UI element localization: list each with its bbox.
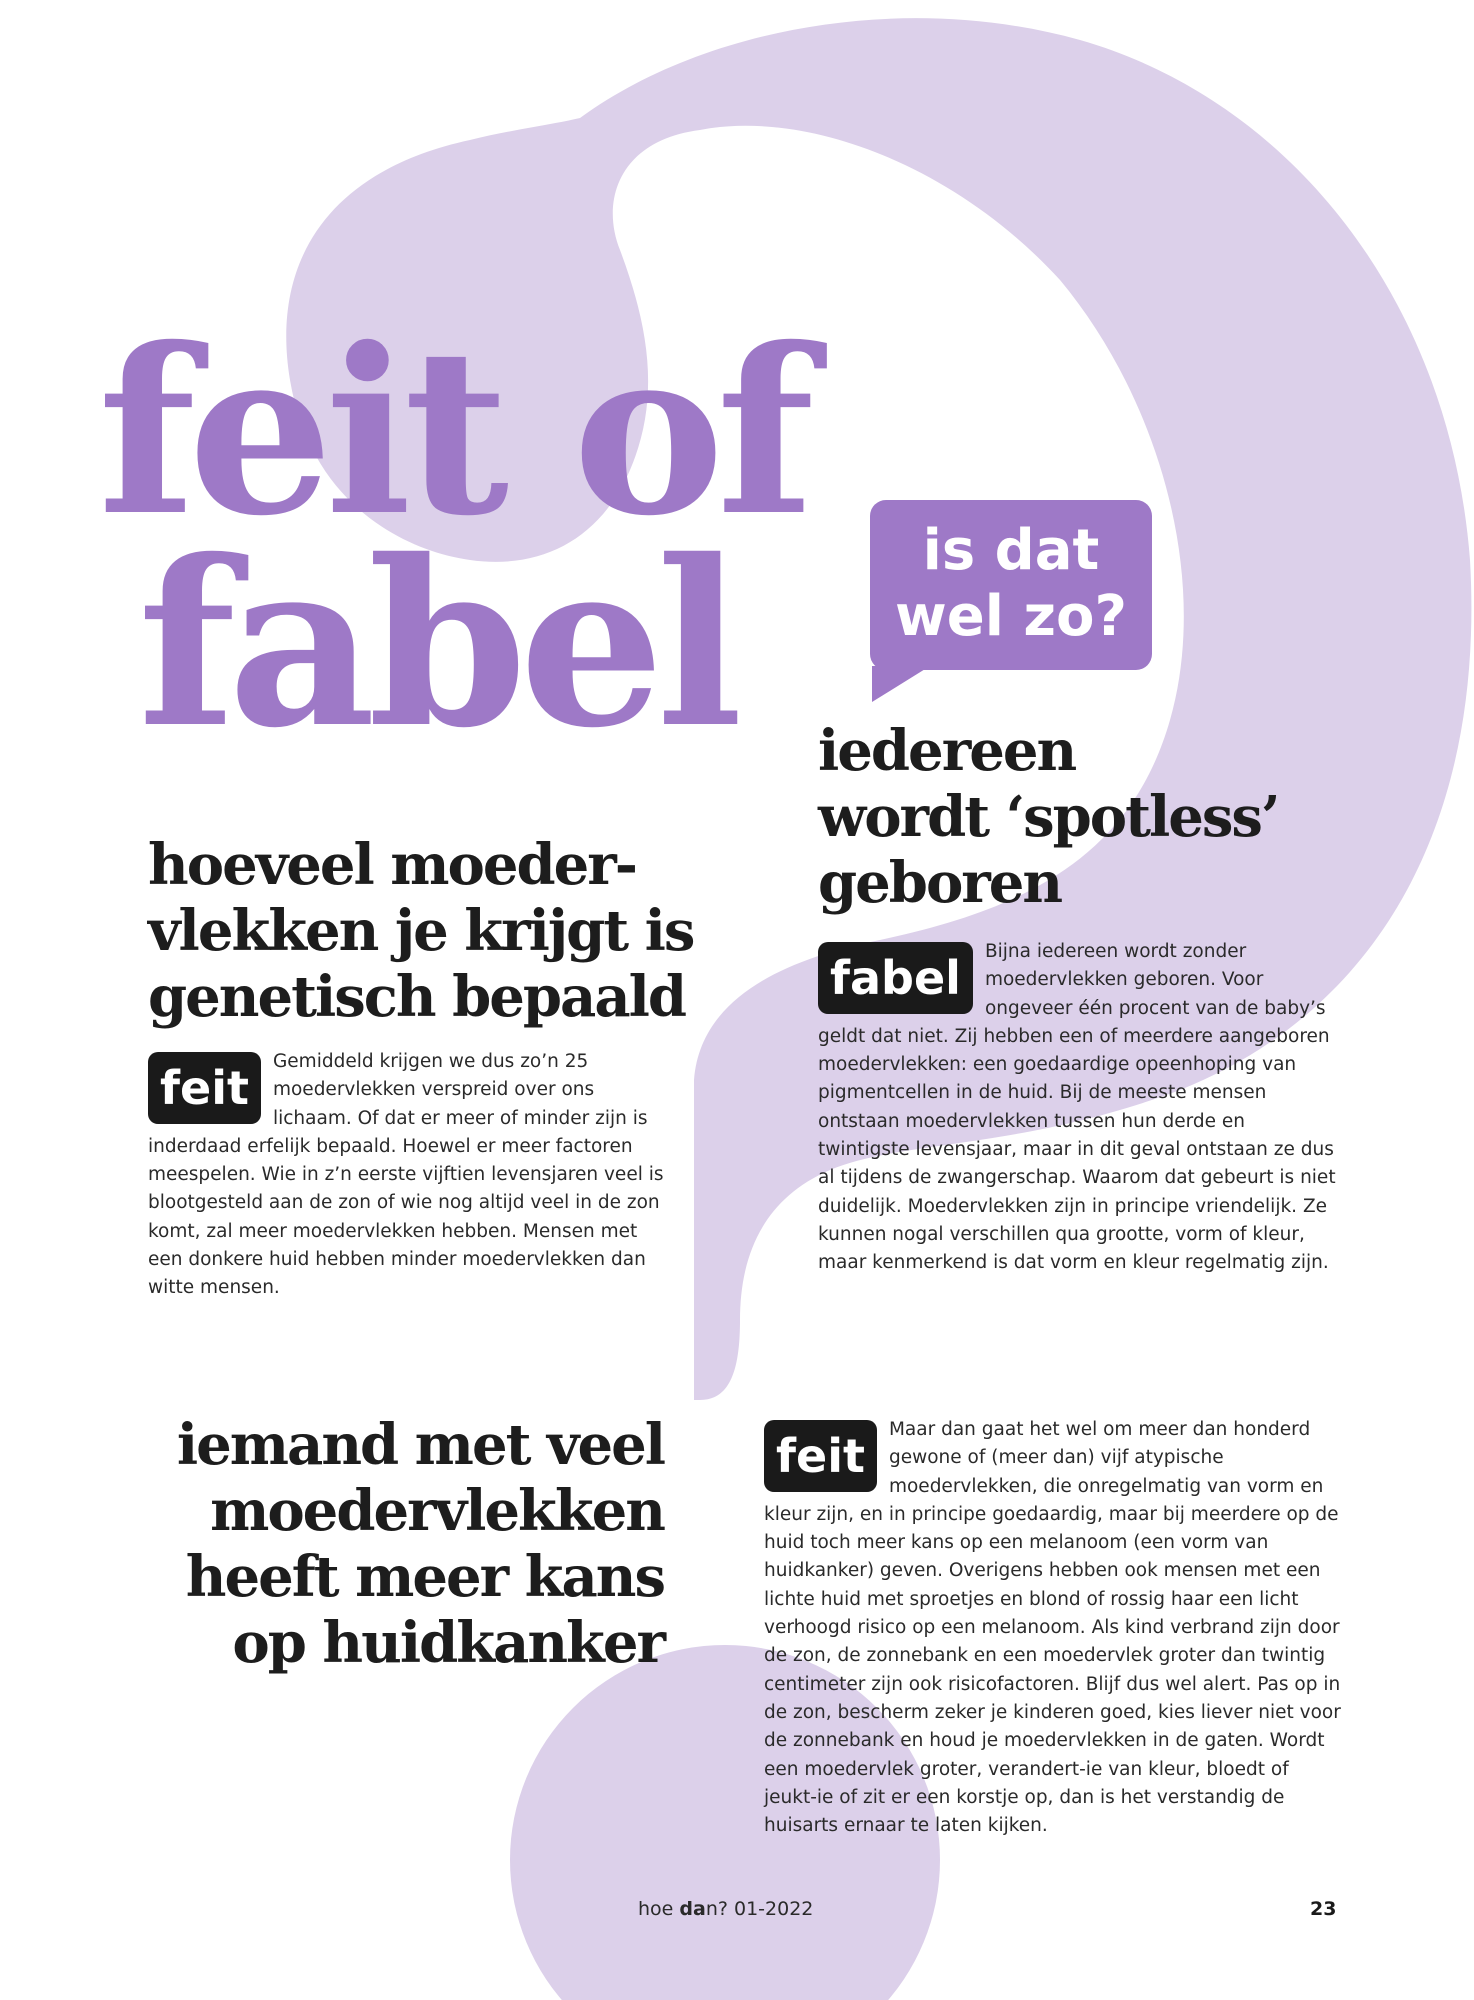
section-1-body: [148, 1048, 668, 1303]
footer-brand-bold: da: [679, 1898, 706, 1920]
headline-line: heeft meer kans: [185, 1544, 664, 1610]
speech-bubble-tail: [870, 666, 930, 702]
section-2-text: Bijna iedereen wordt zonder moedervlekken geboren. Voor ongeveer één procent van de baby’s geldt dat niet. Zij hebben een of meerdere aangeboren moedervlekken: een goedaardige opeenhoping van pigmentcellen in de huid. Bij de meeste mensen ontstaan moedervlekken tussen hun derde en twintigste levensjaar, maar in dit geval ontstaan ze dus al tijdens de zwangerschap. Waarom dat gebeurt is niet duidelijk. Moedervlekken zijn in principe vriendelijk. Ze kunnen nogal verschillen qua grootte, vorm of kleur, maar kenmerkend is dat vorm en kleur regelmatig zijn.: [818, 941, 1336, 1274]
headline-line: iemand met veel: [176, 1412, 664, 1478]
headline-line: genetisch bepaald: [148, 964, 686, 1030]
speech-bubble: [870, 500, 1152, 700]
headline-line: vlekken je krijgt is: [148, 898, 694, 964]
verdict-badge-feit: feit: [764, 1420, 877, 1492]
magazine-footer: [638, 1898, 813, 1920]
speech-bubble-line-1: is dat: [922, 518, 1100, 583]
verdict-badge-fabel: fabel: [818, 942, 973, 1014]
section-2-body: [818, 938, 1338, 1278]
section-3-text: Maar dan gaat het wel om meer dan honderd gewone of (meer dan) vijf atypische moedervlekken, die onregelmatig van vorm en kleur zijn, en in principe goedaardig, maar bij meerdere op de huid toch meer kans op een melanoom (een vorm van huidkanker) geven. Overigens hebben ook mensen met een lichte huid met sproetjes en blond of rossig haar een licht verhoogd risico op een melanoom. Als kind verbrand zijn door de zon, de zonnebank en een moedervlek groter dan twintig centimeter zijn ook risicofactoren. Blijf dus wel alert. Pas op in de zon, bescherm zeker je kinderen goed, kies liever niet voor de zonnebank en houd je moedervlekken in de gaten. Wordt een moedervlek groter, verandert-ie van kleur, bloedt of jeukt-ie of zit er een korstje op, dan is het verstandig de huisarts ernaar te laten kijken.: [764, 1419, 1341, 1837]
speech-bubble-text: [870, 518, 1152, 650]
section-2-headline: [818, 718, 1278, 916]
section-1-text: Gemiddeld krijgen we dus zo’n 25 moedervlekken verspreid over ons lichaam. Of dat er meer of minder zijn is inderdaad erfelijk bepaald. Hoewel er meer factoren meespelen. Wie in z’n eerste vijftien levensjaren veel is blootgesteld aan de zon of wie nog altijd veel in de zon komt, zal meer moedervlekken hebben. Mensen met een donkere huid hebben minder moedervlekken dan witte mensen.: [148, 1051, 664, 1299]
headline-line: geboren: [818, 850, 1062, 916]
page-number: 23: [1310, 1898, 1337, 1920]
page-title-line-1: feit of: [98, 298, 807, 566]
headline-line: hoeveel moeder-: [148, 832, 637, 898]
verdict-badge-feit: feit: [148, 1052, 261, 1124]
headline-line: iedereen: [818, 718, 1076, 784]
footer-issue: n? 01-2022: [705, 1898, 814, 1920]
section-3-body: [764, 1416, 1344, 1840]
page-title-line-2: fabel: [138, 510, 735, 778]
headline-line: op huidkanker: [232, 1610, 664, 1676]
footer-brand-pre: hoe: [638, 1898, 680, 1920]
section-1-headline: [148, 832, 693, 1030]
section-3-headline: [140, 1412, 664, 1676]
speech-bubble-line-2: wel zo?: [895, 584, 1127, 649]
headline-line: moedervlekken: [210, 1478, 664, 1544]
headline-line: wordt ‘spotless’: [818, 784, 1279, 850]
